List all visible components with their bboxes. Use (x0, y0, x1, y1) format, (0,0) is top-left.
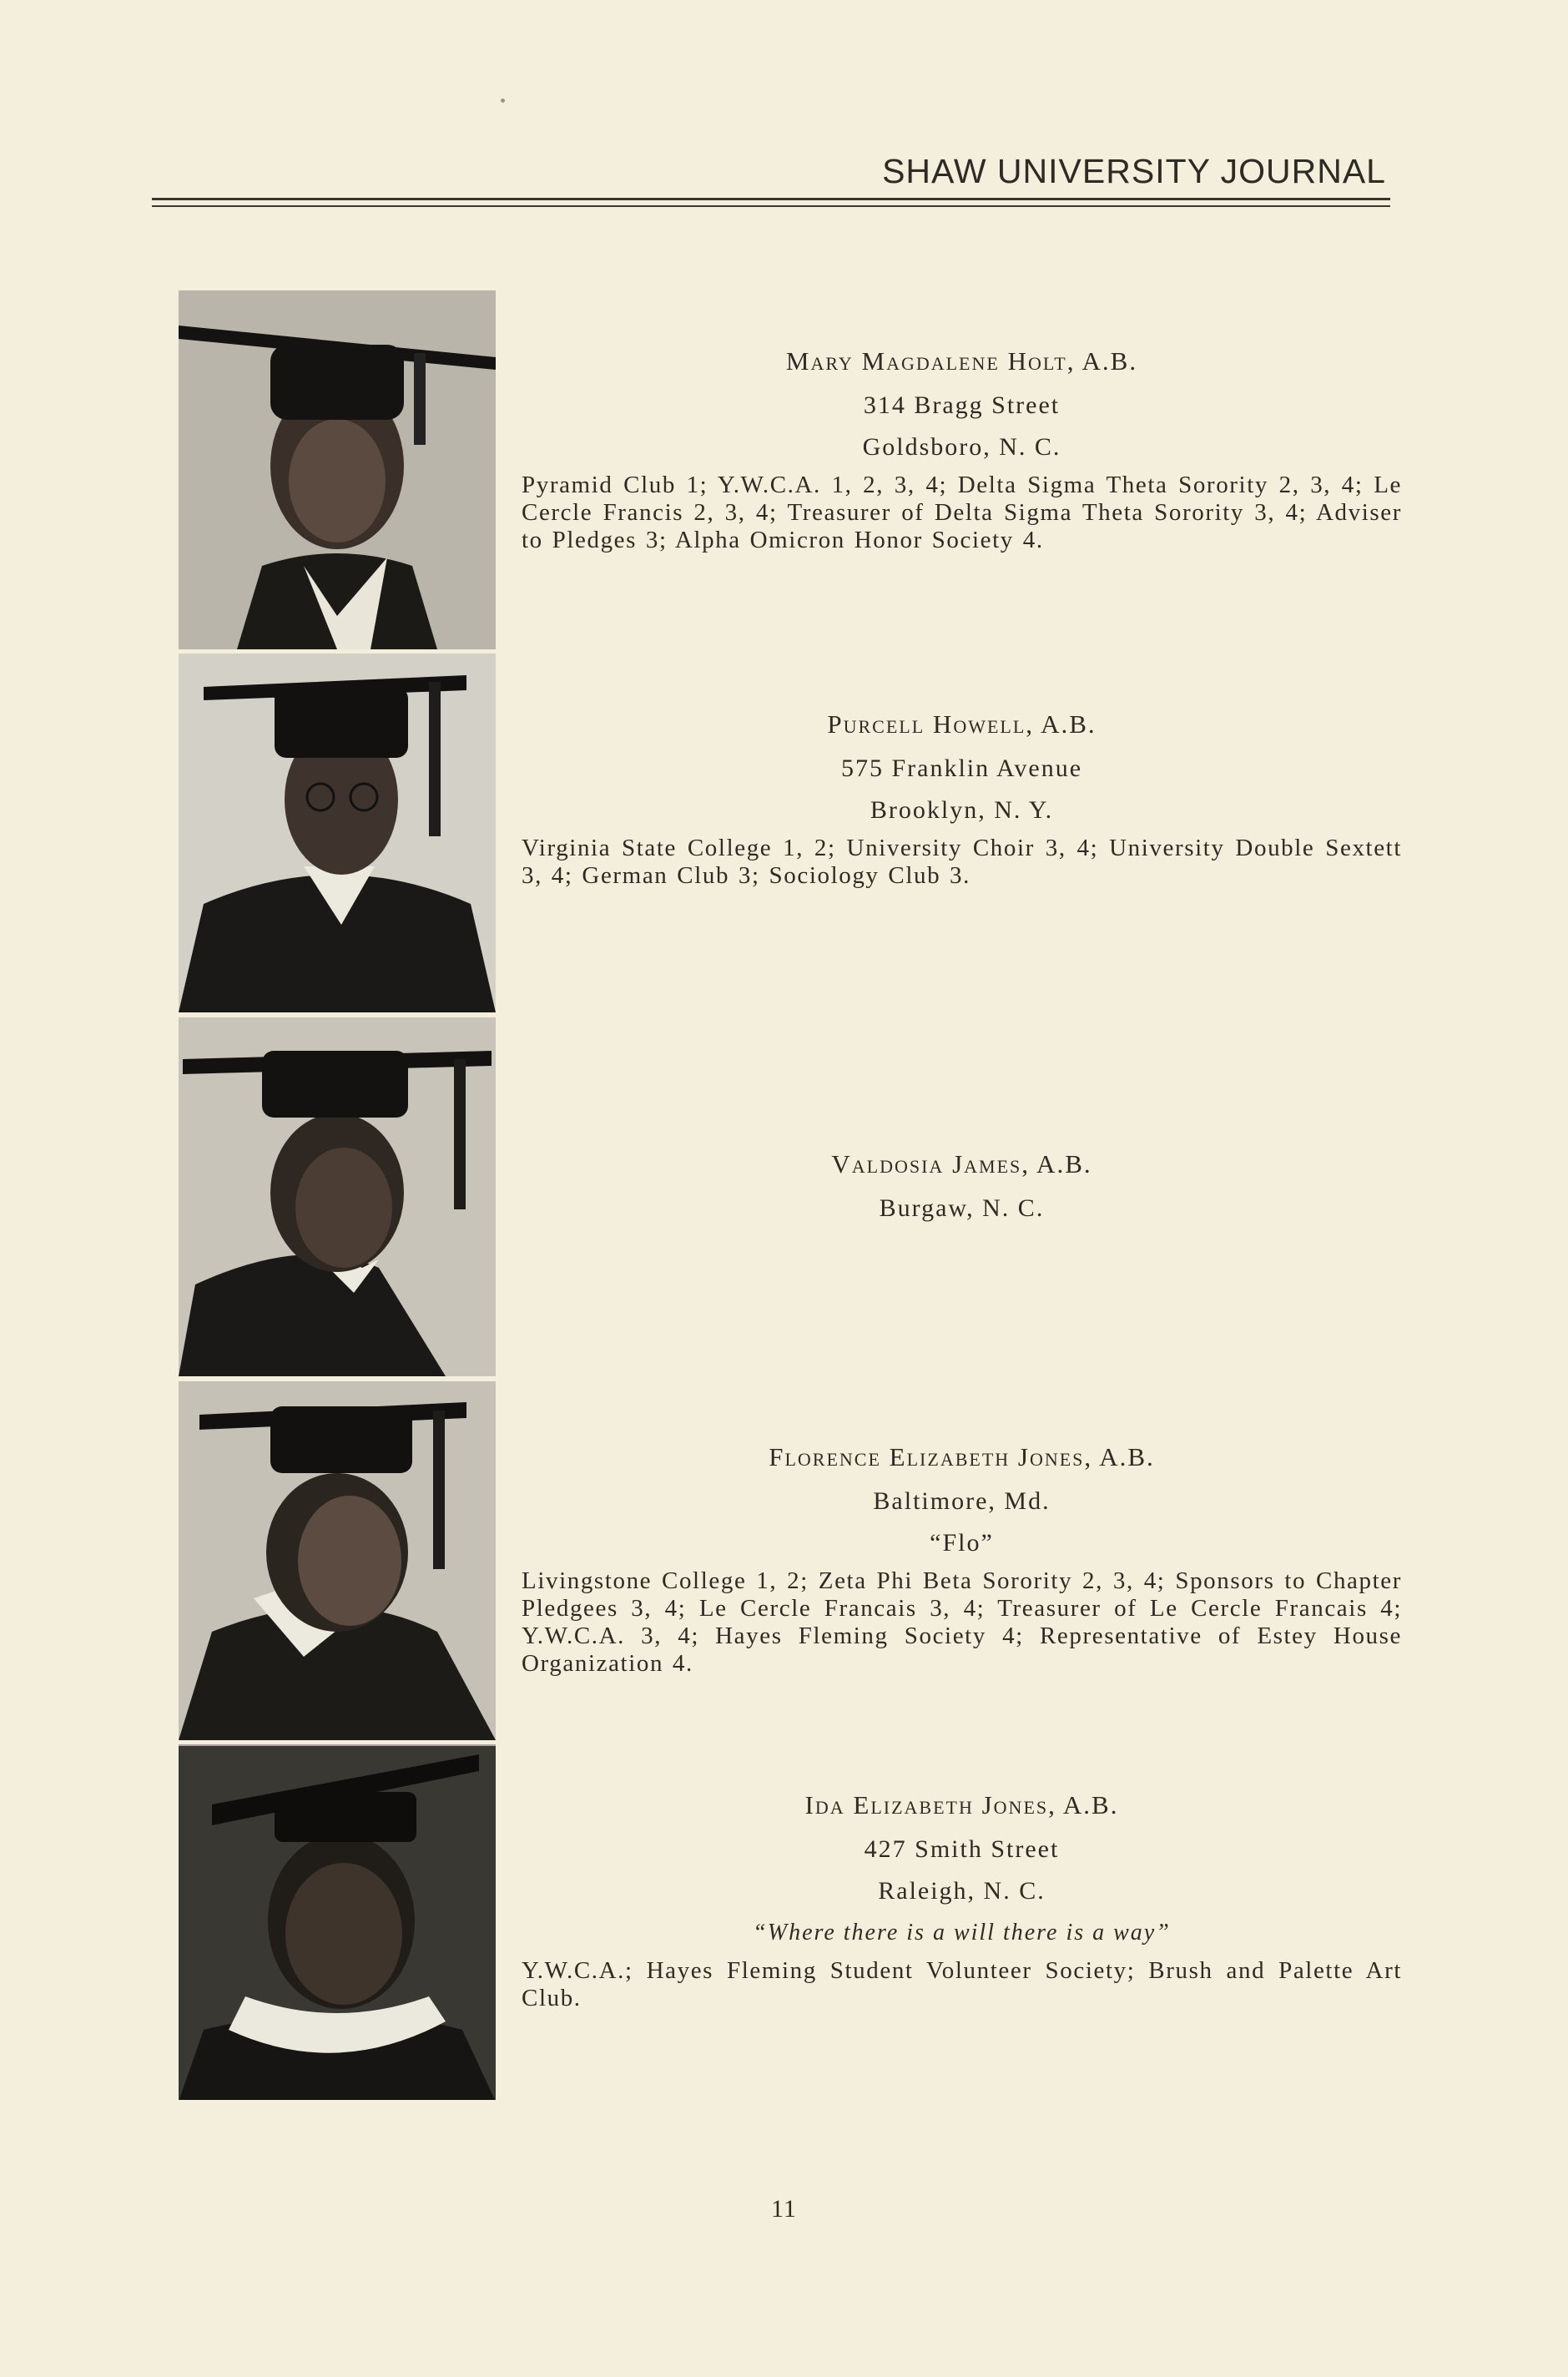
hometown: Burgaw, N. C. (879, 1194, 1045, 1222)
portrait-photo-3 (179, 1017, 496, 1376)
header-rule-bottom (152, 205, 1390, 207)
graduate-entry-3 (522, 1143, 1402, 1229)
street-address: 427 Smith Street (864, 1835, 1060, 1863)
graduate-name: VALDOSIA JAMES, A.B. (831, 1149, 1092, 1178)
header-rule-top (152, 198, 1390, 200)
graduate-entry-2 (522, 704, 1402, 890)
street-address: 575 Franklin Avenue (840, 754, 1083, 782)
activities-list: Livingstone College 1, 2; Zeta Phi Beta Sorority 2, 3, 4; Sponsors to Chapter Pledgees 3, 4; Le Cercle Francais 3, 4; Treasurer of Le Cercle Francais 4; Y.W.C.A. 3, 4; Hayes Fleming Society 4; Representative of Estey House Organization 4. (522, 1567, 1402, 1677)
graduate-name: IDA ELIZABETH JONES, A.B. (804, 1790, 1119, 1819)
hometown: Goldsboro, N. C. (862, 433, 1061, 461)
nickname: “Flo” (930, 1529, 994, 1557)
portrait-photo-2 (179, 654, 496, 1012)
portrait-photo-4 (179, 1381, 496, 1740)
portrait-photo-1 (179, 290, 496, 649)
portrait-photo-5 (179, 1744, 496, 2100)
activities-list: Y.W.C.A.; Hayes Fleming Student Volunteer Society; Brush and Palette Art Club. (522, 1957, 1402, 2011)
activities-list: Virginia State College 1, 2; University Choir 3, 4; University Double Sextett 3, 4; German Club 3; Sociology Club 3. (522, 835, 1402, 889)
hometown: Brooklyn, N. Y. (870, 796, 1054, 824)
activities-list: Pyramid Club 1; Y.W.C.A. 1, 2, 3, 4; Delta Sigma Theta Sorority 2, 3, 4; Le Cercle Francis 2, 3, 4; Treasurer of Delta Sigma Theta Sorority 3, 4; Adviser to Pledges 3; Alpha Omicron Honor Society 4. (522, 472, 1402, 553)
motto-quote: “Where there is a will there is a way” (753, 1920, 1171, 1946)
graduate-entry-4 (522, 1436, 1402, 1678)
hometown: Raleigh, N. C. (878, 1877, 1046, 1905)
page-speck (501, 98, 505, 103)
graduate-name: MARY MAGDALENE HOLT, A.B. (785, 346, 1138, 376)
graduate-entry-5 (522, 1784, 1402, 2012)
journal-title: SHAW UNIVERSITY JOURNAL (882, 152, 1386, 190)
graduate-name: PURCELL HOWELL, A.B. (827, 709, 1097, 739)
page-number: 11 (771, 2195, 797, 2223)
hometown: Baltimore, Md. (873, 1487, 1051, 1515)
graduate-name: FLORENCE ELIZABETH JONES, A.B. (769, 1442, 1155, 1471)
graduate-entry-1 (522, 341, 1402, 554)
street-address: 314 Bragg Street (863, 391, 1061, 419)
